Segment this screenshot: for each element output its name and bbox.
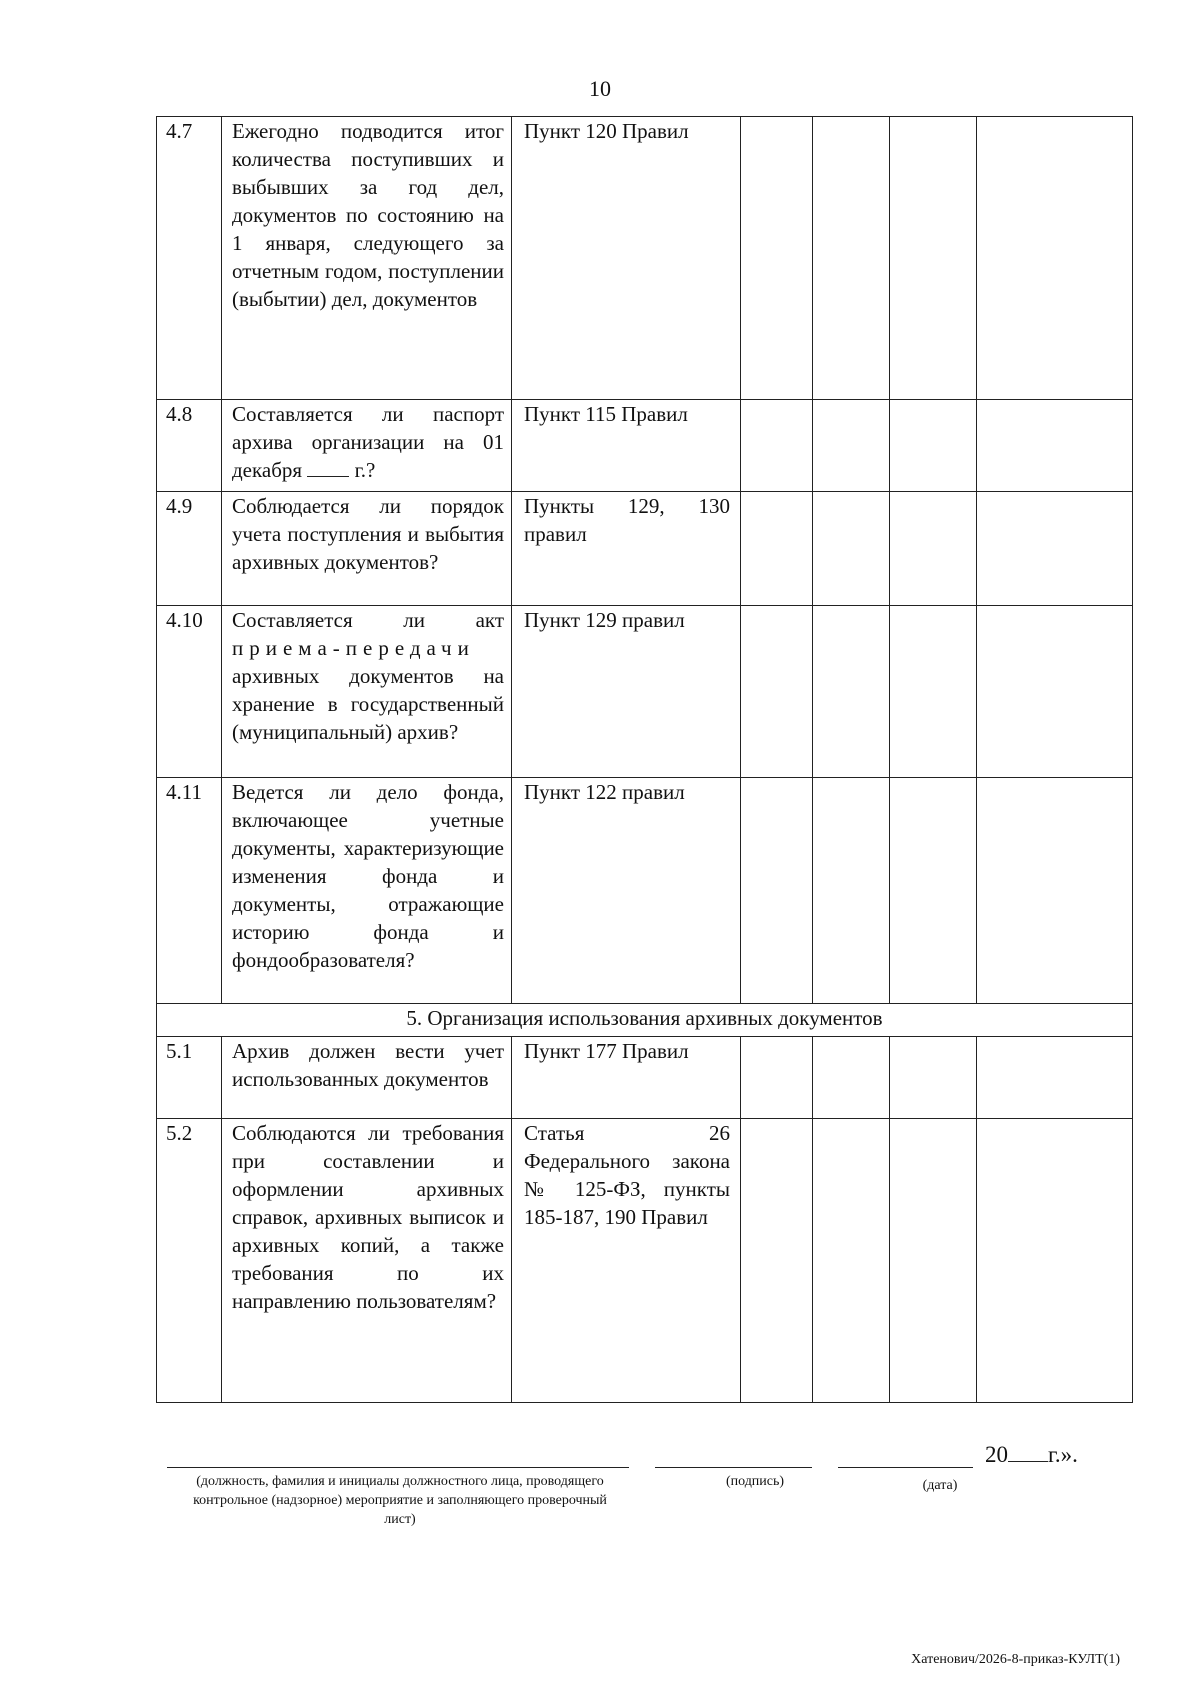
answer-cell[interactable] — [890, 1037, 977, 1119]
checklist-table — [156, 116, 1133, 1403]
requirement-text: Соблюдается ли порядок учета поступления и выбытия архивных документов? — [222, 492, 512, 606]
answer-cell[interactable] — [813, 1037, 890, 1119]
legal-reference: Пункт 120 Правил — [512, 117, 741, 400]
legal-reference: Пункт 129 правил — [512, 606, 741, 778]
table-row — [157, 117, 1133, 400]
row-number: 4.7 — [157, 117, 222, 400]
requirement-text: Ежегодно подводится итог количества поступивших и выбывших за год дел, документов по состоянию на 1 января, следующего за отчетным годом, поступлении (выбытии) дел, документов — [222, 117, 512, 400]
answer-cell[interactable] — [890, 778, 977, 1004]
position-line[interactable] — [167, 1467, 629, 1468]
requirement-text — [222, 606, 512, 778]
date-caption: (дата) — [922, 1478, 958, 1493]
signature-block — [0, 1420, 1200, 1570]
table-row — [157, 492, 1133, 606]
requirement-text: Соблюдаются ли требования при составлении и оформлении архивных справок, архивных выписок и архивных копий, а также требования по их направлению пользователям? — [222, 1119, 512, 1403]
answer-cell[interactable] — [977, 1037, 1133, 1119]
year-suffix: г.». — [1048, 1442, 1078, 1467]
table-row — [157, 778, 1133, 1004]
answer-cell[interactable] — [741, 492, 813, 606]
answer-cell[interactable] — [813, 606, 890, 778]
table-row — [157, 1119, 1133, 1403]
date-blank-field — [307, 456, 349, 477]
year-field — [985, 1442, 1078, 1468]
legal-reference: Статья 26 Федерального закона № 125-ФЗ, пункты 185-187, 190 Правил — [512, 1119, 741, 1403]
signature-caption: (подпись) — [725, 1474, 785, 1489]
answer-cell[interactable] — [977, 492, 1133, 606]
answer-cell[interactable] — [890, 492, 977, 606]
year-blank-field — [1008, 1443, 1048, 1462]
answer-cell[interactable] — [977, 400, 1133, 492]
section-header-row — [157, 1004, 1133, 1037]
answer-cell[interactable] — [741, 117, 813, 400]
answer-cell[interactable] — [813, 492, 890, 606]
row-number: 4.9 — [157, 492, 222, 606]
answer-cell[interactable] — [741, 1119, 813, 1403]
answer-cell[interactable] — [977, 117, 1133, 400]
row-number: 4.8 — [157, 400, 222, 492]
requirement-text: Ведется ли дело фонда, включающее учетные документы, характеризующие изменения фонда и документы, отражающие историю фонда и фондообразователя? — [222, 778, 512, 1004]
answer-cell[interactable] — [741, 606, 813, 778]
answer-cell[interactable] — [977, 778, 1133, 1004]
year-prefix: 20 — [985, 1442, 1008, 1467]
row-number: 4.10 — [157, 606, 222, 778]
requirement-text-start: Составляется ли акт — [232, 608, 504, 632]
requirement-text-spaced: приема-передачи — [232, 636, 475, 660]
answer-cell[interactable] — [890, 117, 977, 400]
row-number: 5.2 — [157, 1119, 222, 1403]
answer-cell[interactable] — [741, 1037, 813, 1119]
position-caption: (должность, фамилия и инициалы должностного лица, проводящего контрольное (надзорное) мероприятие и заполняющего проверочный лист) — [193, 1474, 607, 1527]
legal-reference: Пункты 129, 130 правил — [512, 492, 741, 606]
requirement-text — [222, 400, 512, 492]
answer-cell[interactable] — [741, 400, 813, 492]
row-number: 5.1 — [157, 1037, 222, 1119]
answer-cell[interactable] — [813, 117, 890, 400]
answer-cell[interactable] — [977, 606, 1133, 778]
answer-cell[interactable] — [741, 778, 813, 1004]
table-row — [157, 1037, 1133, 1119]
requirement-text-start: Составляется ли паспорт архива организации на 01 декабря — [232, 402, 504, 482]
answer-cell[interactable] — [890, 400, 977, 492]
answer-cell[interactable] — [890, 1119, 977, 1403]
requirement-text-end: г.? — [354, 458, 376, 482]
document-footer-code: Хатенович/2026-8-приказ-КУЛТ(1) — [911, 1652, 1120, 1667]
row-number: 4.11 — [157, 778, 222, 1004]
answer-cell[interactable] — [813, 1119, 890, 1403]
legal-reference: Пункт 122 правил — [512, 778, 741, 1004]
section-title: 5. Организация использования архивных документов — [157, 1004, 1133, 1037]
legal-reference: Пункт 115 Правил — [512, 400, 741, 492]
table-row — [157, 400, 1133, 492]
requirement-text: Архив должен вести учет использованных документов — [222, 1037, 512, 1119]
date-line[interactable] — [838, 1467, 973, 1468]
answer-cell[interactable] — [977, 1119, 1133, 1403]
answer-cell[interactable] — [813, 400, 890, 492]
answer-cell[interactable] — [813, 778, 890, 1004]
answer-cell[interactable] — [890, 606, 977, 778]
legal-reference: Пункт 177 Правил — [512, 1037, 741, 1119]
requirement-text-end: архивных документов на хранение в государственный (муниципальный) архив? — [232, 664, 504, 744]
table-row — [157, 606, 1133, 778]
signature-line[interactable] — [655, 1467, 812, 1468]
page-number: 10 — [589, 76, 611, 101]
